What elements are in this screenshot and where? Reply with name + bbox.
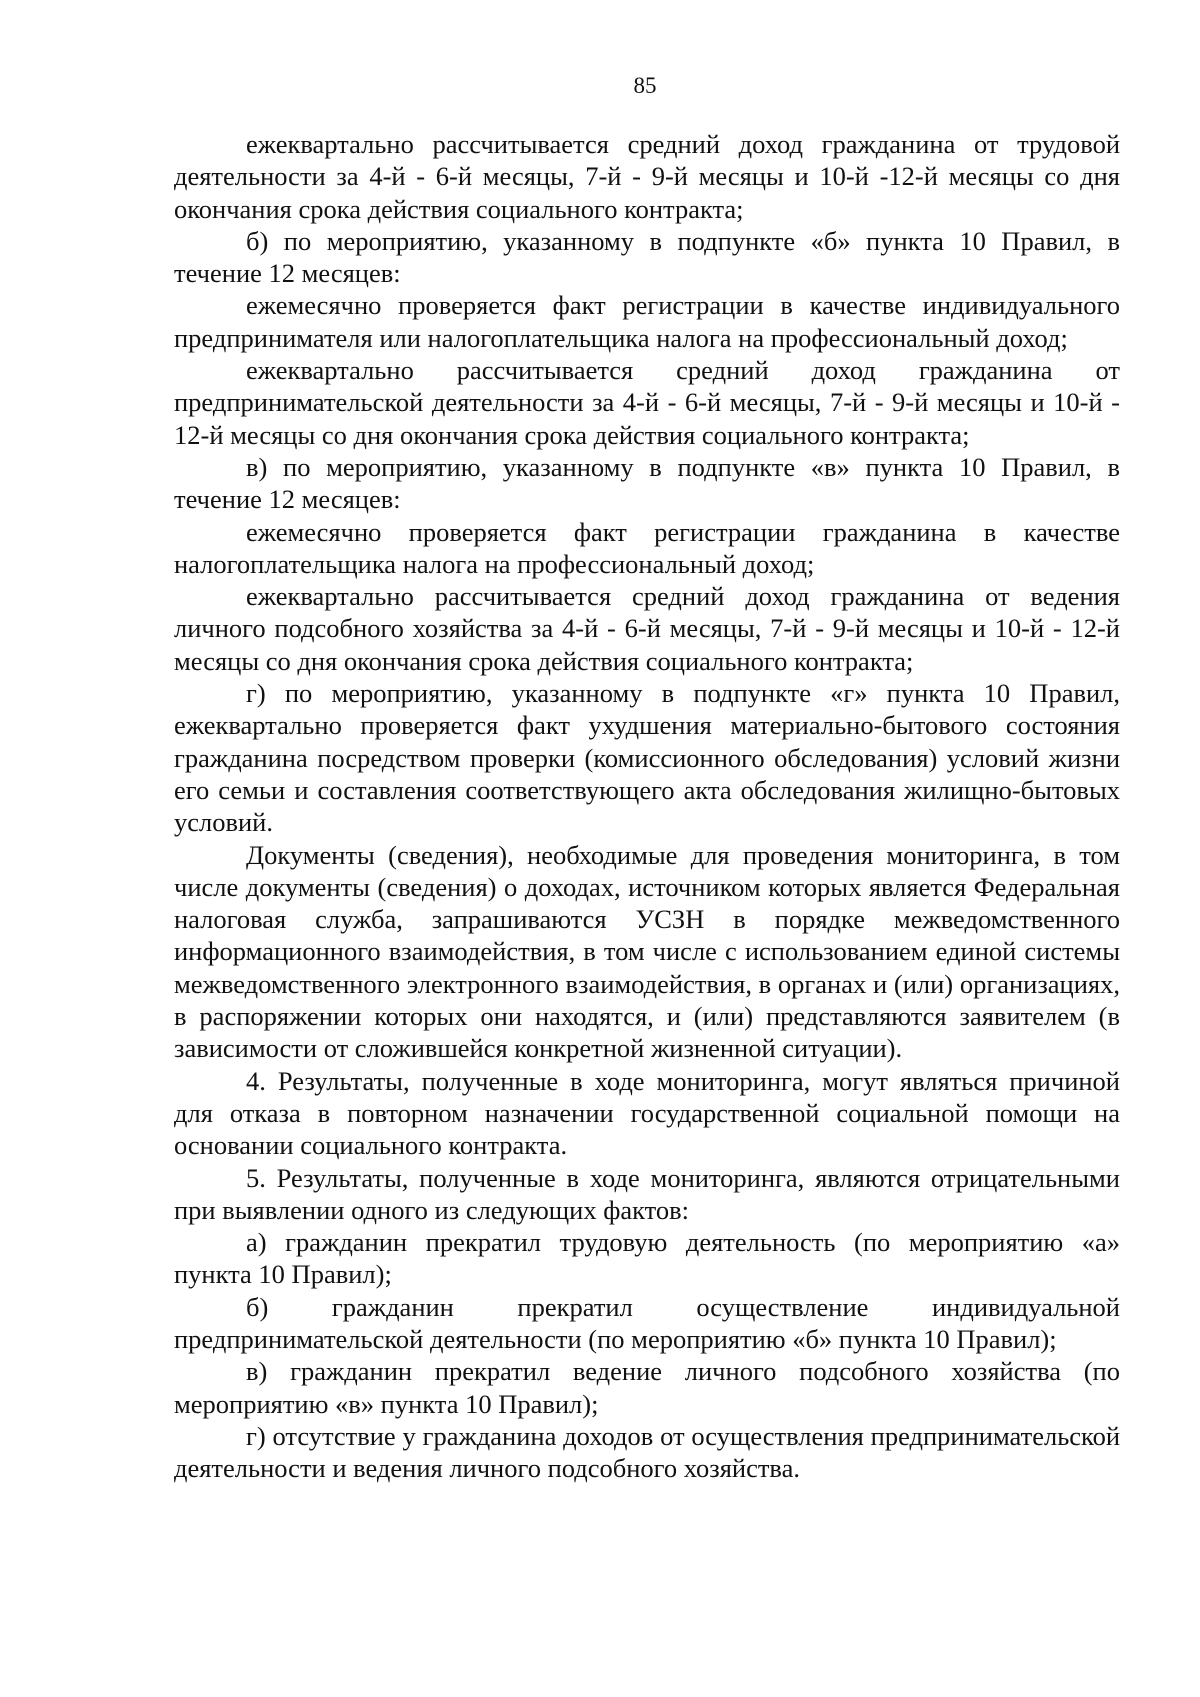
paragraph-item-g: г) по мероприятию, указанному в подпункте «г» пункта 10 Правил, ежеквартально проверяется факт ухудшения материально-бытового состояния гражданина посредством проверки (комиссионного обследования) условий жизни его семьи и составления соответствующего акта обследования жилищно-бытовых условий.: [174, 678, 1120, 838]
document-body: [174, 128, 1120, 1484]
paragraph-income-business-quarterly: ежеквартально рассчитывается средний доход гражданина от предпринимательской деятельности за 4-й - 6-й месяцы, 7-й - 9-й месяцы и 10-й - 12-й месяцы со дня окончания срока действия социального контракта;: [174, 355, 1120, 450]
paragraph-income-work-quarterly: ежеквартально рассчитывается средний доход гражданина от трудовой деятельности за 4-й - 6-й месяцы, 7-й - 9-й месяцы и 10-й -12-й месяцы со дня окончания срока действия социального контракта;: [174, 129, 1120, 224]
paragraph-item-b: б) по мероприятию, указанному в подпункте «б» пункта 10 Правил, в течение 12 месяцев:: [174, 225, 1120, 289]
paragraph-clause-5: 5. Результаты, полученные в ходе мониторинга, являются отрицательными при выявлении одного из следующих фактов:: [174, 1162, 1120, 1225]
paragraph-income-household-quarterly: ежеквартально рассчитывается средний доход гражданина от ведения личного подсобного хозяйства за 4-й - 6-й месяцы, 7-й - 9-й месяцы и 10-й - 12-й месяцы со дня окончания срока действия социального контракта;: [174, 581, 1120, 676]
page-number: 85: [633, 73, 657, 98]
paragraph-clause-4: 4. Результаты, полученные в ходе мониторинга, могут являться причиной для отказа в повторном назначении государственной социальной помощи на основании социального контракта.: [174, 1065, 1120, 1161]
paragraph-fact-a: а) гражданин прекратил трудовую деятельность (по мероприятию «а» пункта 10 Правил);: [174, 1227, 1120, 1290]
paragraph-documents: Документы (сведения), необходимые для проведения мониторинга, в том числе документы (сведения) о доходах, источником которых является Федеральная налоговая служба, запрашиваются УСЗН в порядке межведомственного информационного взаимодействия, в том числе с использованием единой системы межведомственного электронного взаимодействия, в органах и (или) организациях, в распоряжении которых они находятся, и (или) представляются заявителем (в зависимости от сложившейся конкретной жизненной ситуации).: [174, 839, 1120, 1064]
paragraph-taxpayer-registration-monthly: ежемесячно проверяется факт регистрации гражданина в качестве налогоплательщика налога на профессиональный доход;: [174, 516, 1120, 579]
paragraph-fact-g: г) отсутствие у гражданина доходов от осуществления предпринимательской деятельности и ведения личного подсобного хозяйства.: [174, 1420, 1120, 1484]
paragraph-registration-check-monthly: ежемесячно проверяется факт регистрации в качестве индивидуального предпринимателя или налогоплательщика налога на профессиональный доход;: [174, 290, 1120, 353]
paragraph-fact-v: в) гражданин прекратил ведение личного подсобного хозяйства (по мероприятию «в» пункта 10 Правил);: [174, 1356, 1120, 1419]
paragraph-item-v: в) по мероприятию, указанному в подпункте «в» пункта 10 Правил, в течение 12 месяцев:: [174, 451, 1120, 515]
paragraph-fact-b: б) гражданин прекратил осуществление индивидуальной предпринимательской деятельности (по мероприятию «б» пункта 10 Правил);: [174, 1291, 1120, 1354]
